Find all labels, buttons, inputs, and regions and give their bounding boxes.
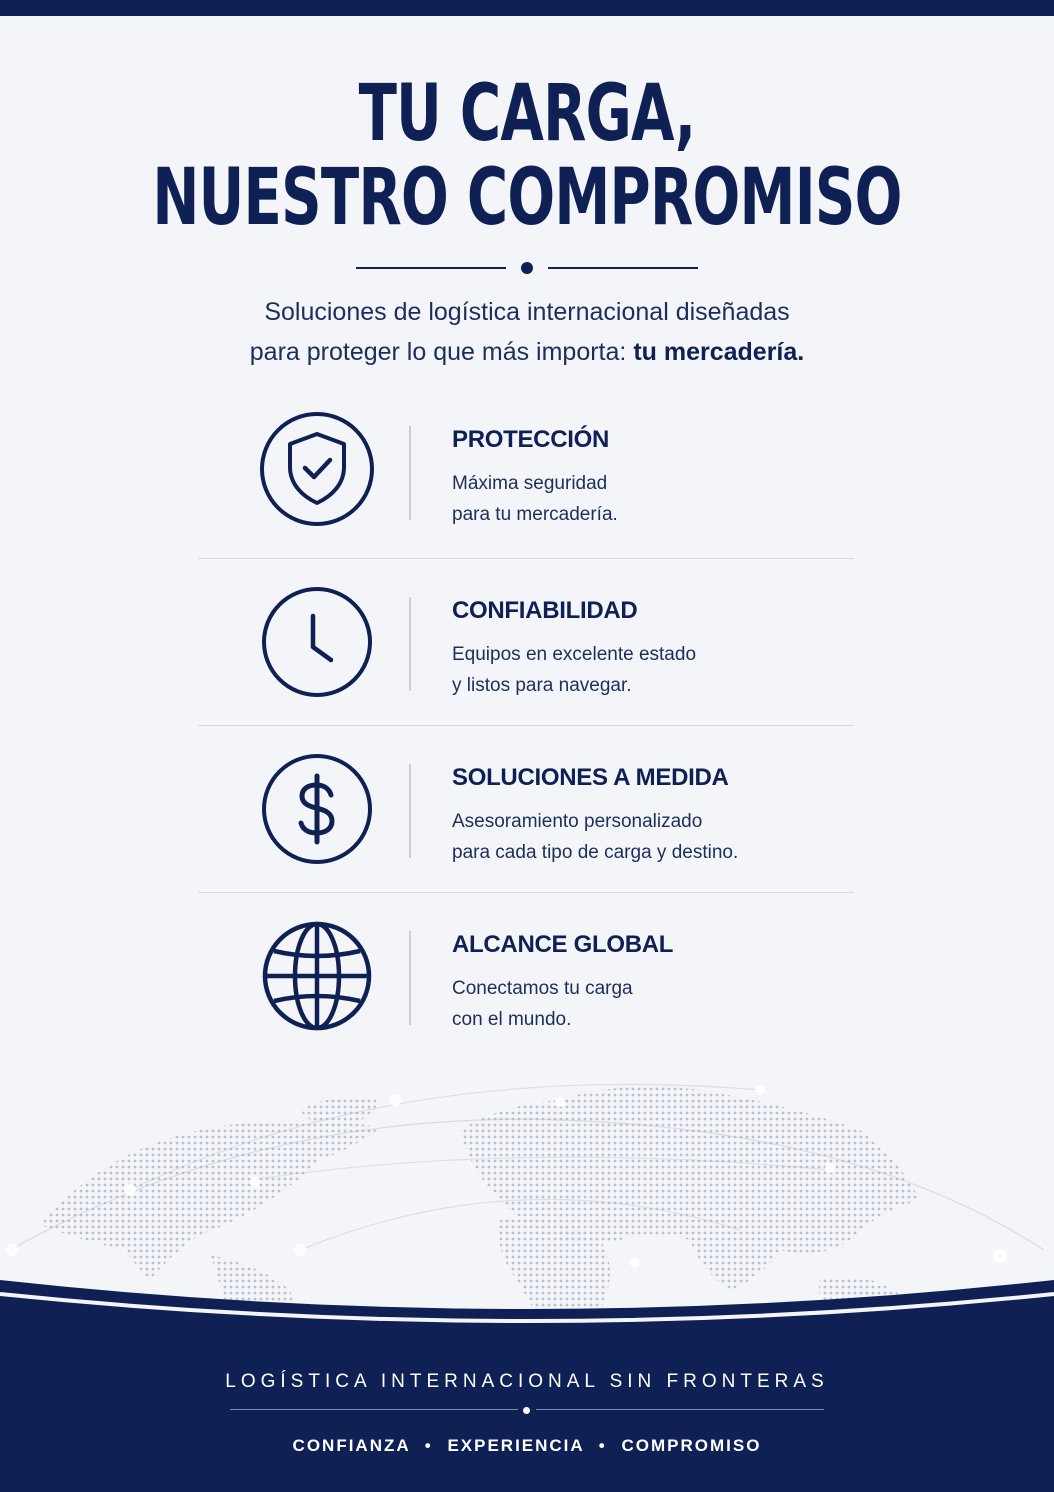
- subtitle-line-1: Soluciones de logística internacional diseñadas: [264, 298, 790, 326]
- globe-icon: [258, 917, 376, 1035]
- subtitle-emphasis: tu mercadería.: [633, 338, 805, 366]
- feature-item-soluciones-a-medida: [198, 725, 854, 892]
- bullet-separator: •: [424, 1436, 433, 1455]
- headline-line-1: TU CARGA,: [358, 69, 696, 159]
- subtitle: [0, 292, 1054, 372]
- footer-tagline: LOGÍSTICA INTERNACIONAL SIN FRONTERAS: [225, 1371, 829, 1392]
- feature-separator: [409, 597, 411, 691]
- footer-divider: [0, 1403, 1054, 1417]
- feature-separator: [409, 426, 411, 520]
- footer-values: [0, 1436, 1054, 1456]
- feature-title: SOLUCIONES A MEDIDA: [452, 764, 729, 791]
- feature-item-alcance-global: [198, 892, 854, 1059]
- value-experiencia: EXPERIENCIA: [447, 1436, 585, 1455]
- feature-desc-line: Equipos en excelente estado: [452, 644, 697, 665]
- feature-description: [452, 806, 738, 868]
- feature-separator: [409, 931, 411, 1025]
- headline: [148, 69, 907, 243]
- feature-item-confiabilidad: [198, 558, 854, 725]
- subtitle-line-2: [0, 332, 1054, 372]
- feature-desc-line: Conectamos tu carga: [452, 978, 633, 999]
- value-compromiso: COMPROMISO: [621, 1436, 762, 1455]
- headline-line-2: NUESTRO COMPROMISO: [152, 153, 902, 243]
- feature-separator: [409, 764, 411, 858]
- bullet-separator: •: [598, 1436, 607, 1455]
- value-confianza: CONFIANZA: [292, 1436, 411, 1455]
- feature-item-proteccion: [198, 400, 854, 558]
- divider-dot: [521, 262, 533, 274]
- feature-title: ALCANCE GLOBAL: [452, 931, 674, 958]
- feature-list: [198, 400, 854, 1059]
- headline-divider: [0, 261, 1054, 275]
- feature-title: CONFIABILIDAD: [452, 597, 638, 624]
- feature-desc-line: con el mundo.: [452, 1009, 572, 1030]
- feature-desc-line: y listos para navegar.: [452, 675, 632, 696]
- footer-divider-dot: [523, 1407, 530, 1414]
- clock-icon: [258, 583, 376, 701]
- feature-desc-line: para cada tipo de carga y destino.: [452, 842, 739, 863]
- feature-description: [452, 973, 633, 1035]
- feature-description: [452, 468, 618, 530]
- feature-desc-line: Máxima seguridad: [452, 473, 608, 494]
- subtitle-line-2-text: para proteger lo que más importa:: [249, 338, 634, 366]
- feature-desc-line: para tu mercadería.: [452, 504, 618, 525]
- dollar-icon: [258, 750, 376, 868]
- top-bar: [0, 0, 1054, 16]
- shield-check-icon: [258, 410, 376, 528]
- feature-title: PROTECCIÓN: [452, 426, 610, 453]
- feature-description: [452, 639, 696, 701]
- feature-desc-line: Asesoramiento personalizado: [452, 811, 703, 832]
